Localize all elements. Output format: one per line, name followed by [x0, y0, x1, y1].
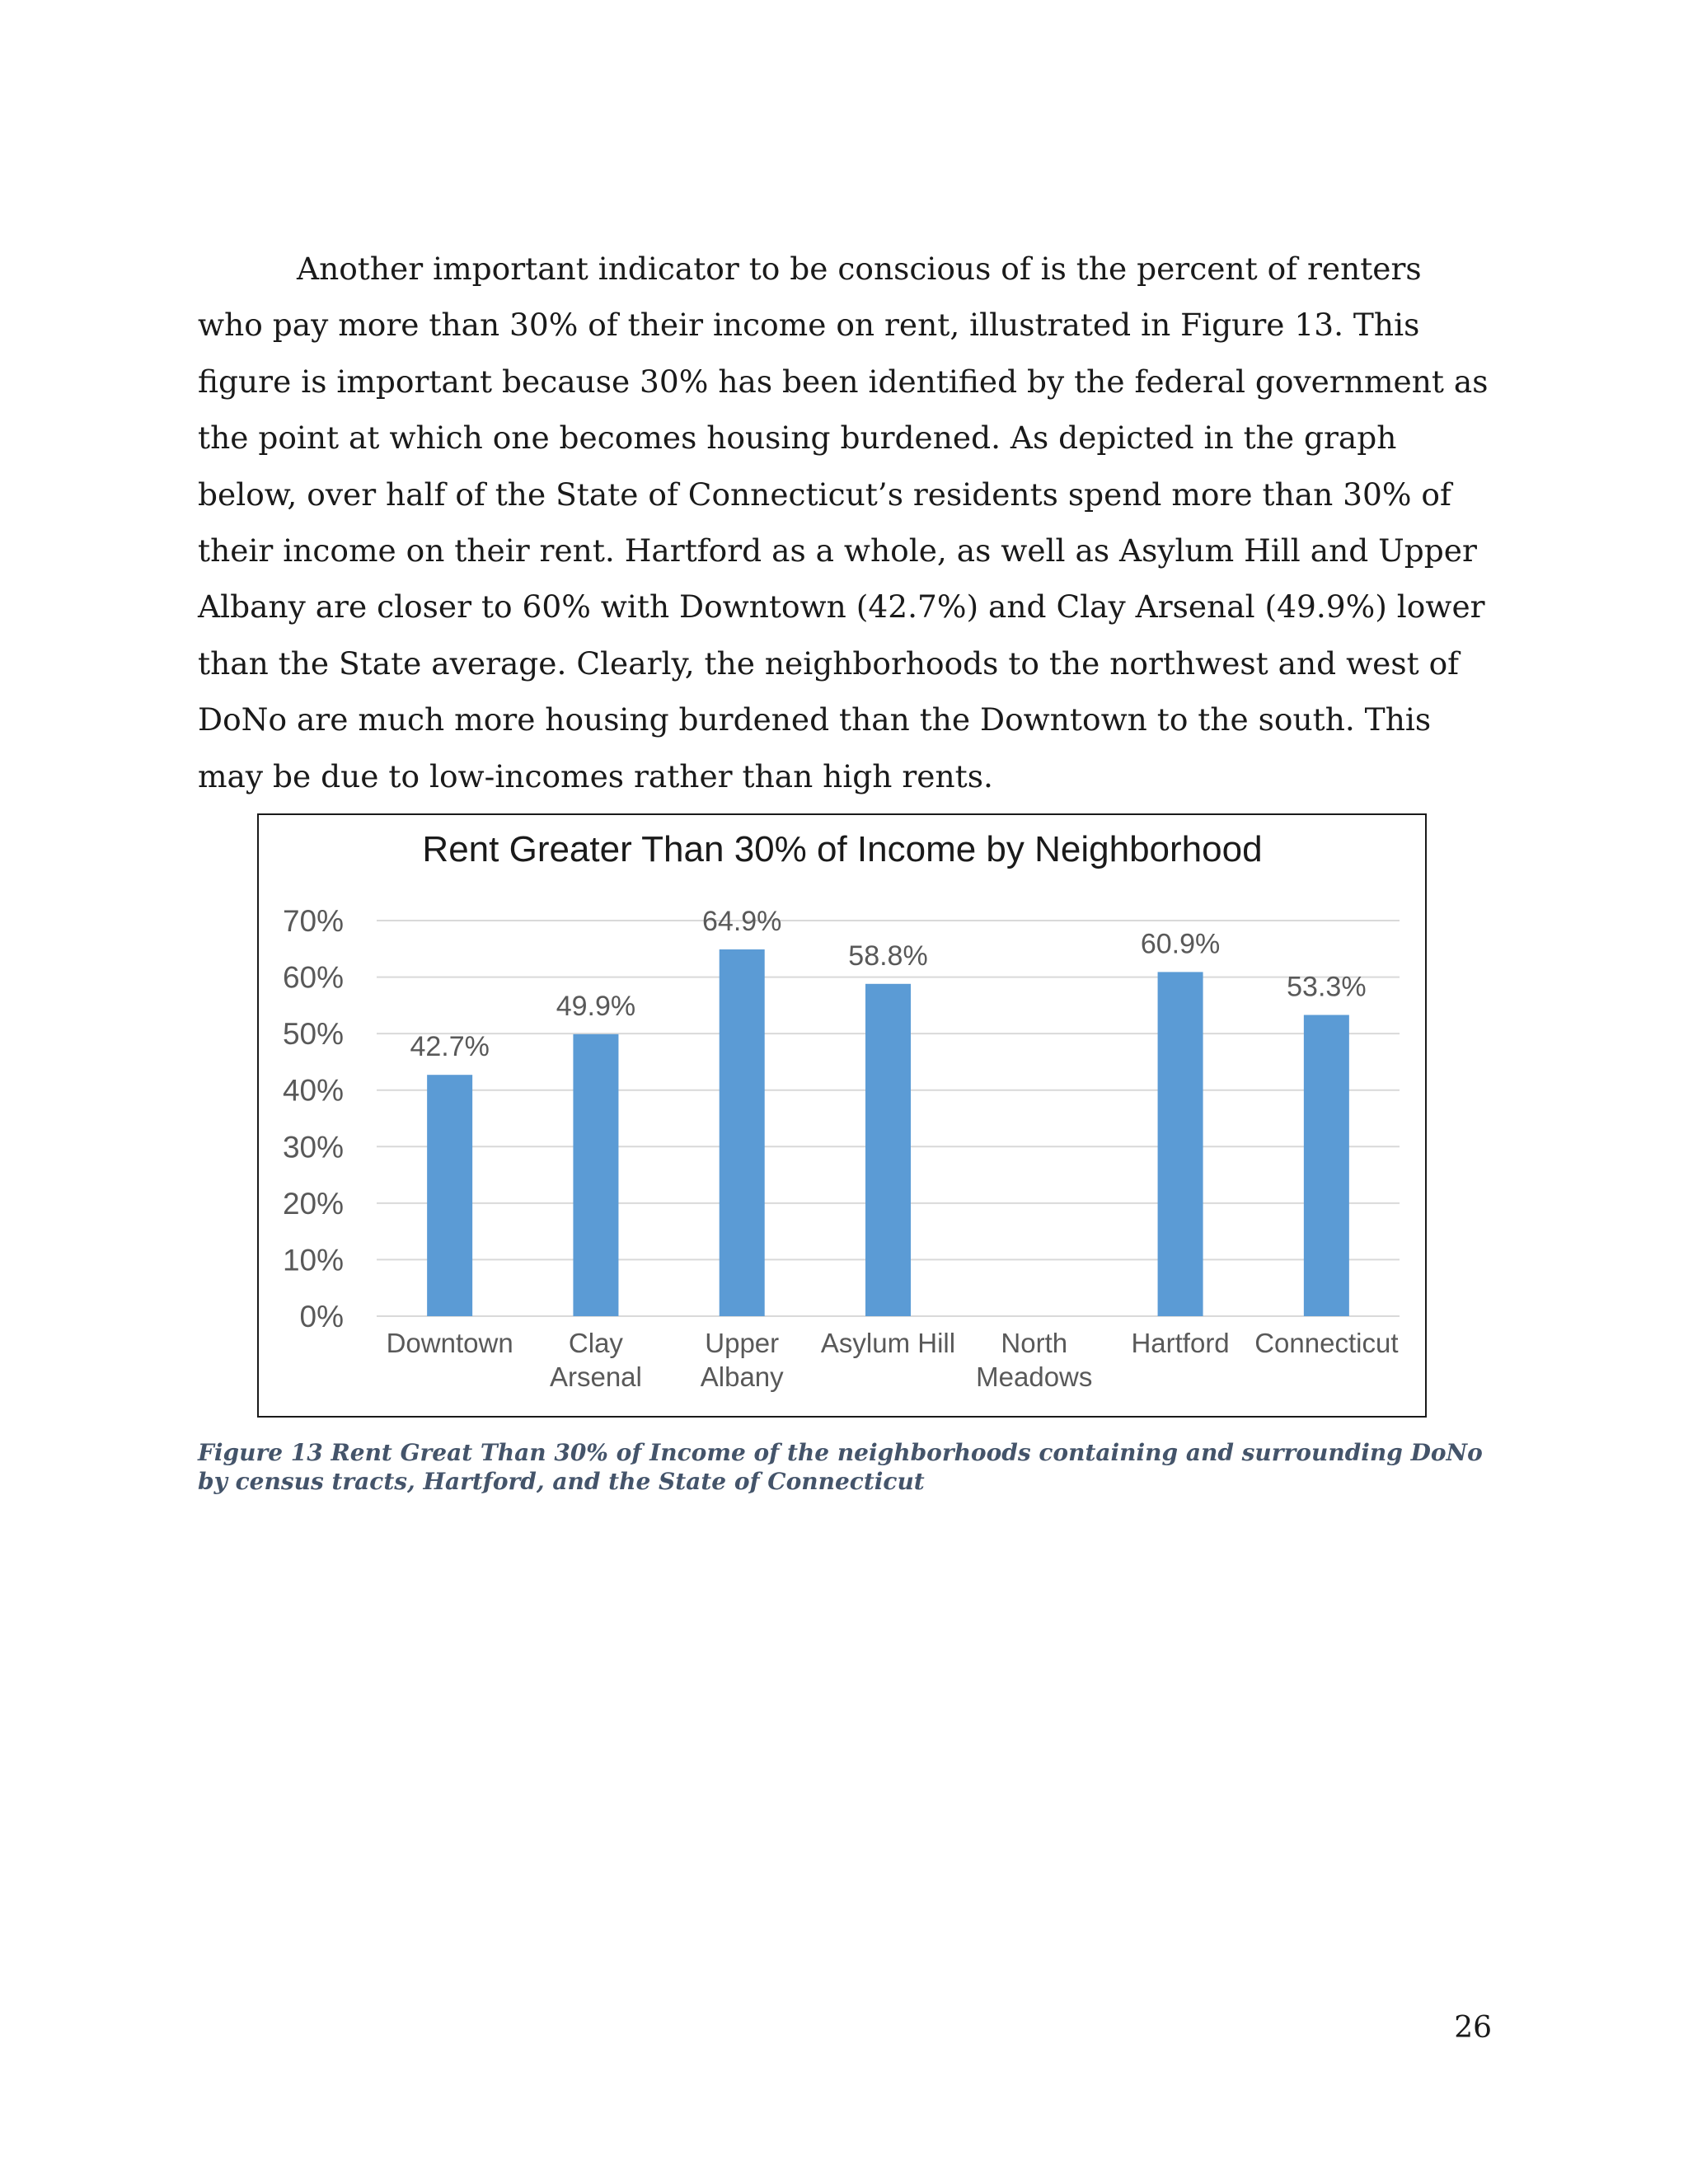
bar-chart: [259, 815, 1428, 1419]
y-tick-label: 50%: [282, 1017, 344, 1052]
x-tick-label: Hartford: [1131, 1328, 1230, 1358]
data-label: 58.8%: [848, 940, 928, 972]
bar: [573, 1034, 618, 1316]
data-label: 42.7%: [410, 1031, 490, 1063]
data-label: 60.9%: [1140, 928, 1221, 960]
page-number: 26: [1454, 2011, 1492, 2045]
x-tick-label: Downtown: [386, 1328, 513, 1358]
x-tick-label: Asylum Hill: [820, 1328, 956, 1358]
bar: [1304, 1015, 1349, 1316]
x-tick-label: Clay Arsenal: [549, 1328, 642, 1392]
data-label: 53.3%: [1287, 971, 1367, 1003]
y-tick-label: 10%: [282, 1243, 344, 1277]
x-tick-label: Upper Albany: [700, 1328, 784, 1392]
bar: [1158, 972, 1203, 1316]
data-label: 49.9%: [556, 990, 636, 1022]
y-tick-label: 30%: [282, 1130, 344, 1165]
x-tick-label: Connecticut: [1254, 1328, 1399, 1358]
data-label: 64.9%: [702, 905, 782, 937]
x-tick-label: North Meadows: [976, 1328, 1093, 1392]
y-tick-label: 60%: [282, 960, 344, 995]
y-tick-label: 70%: [282, 904, 344, 938]
x-axis-ticks: [387, 1328, 1399, 1392]
bar: [720, 949, 765, 1316]
y-tick-label: 0%: [299, 1300, 344, 1333]
y-tick-label: 20%: [282, 1186, 344, 1221]
figure-caption: Figure 13 Rent Great Than 30% of Income of the neighborhoods containing and surrounding DoNo by census tracts, Hartford, and the State of Connecticut: [198, 1439, 1483, 1495]
y-tick-label: 40%: [282, 1073, 344, 1108]
paragraph-text: Another important indicator to be conscious of is the percent of renters who pay more than 30% of their income on rent, illustrated in Figure 13. This figure is important because 30% has been identified by the federal government as the point at which one becomes housing burdened. As depicted in the graph below, over half of the State of Connecticut’s residents spend more than 30% of their income on their rent. Hartford as a whole, as well as Asylum Hill and Upper Albany are closer to 60% with Downtown (42.7%) and Clay Arsenal (49.9%) lower than the State average. Clearly, the neighborhoods to the northwest and west of DoNo are much more housing burdened than the Downtown to the south. This may be due to low-incomes rather than high rents.: [198, 251, 1489, 794]
bar: [865, 984, 911, 1316]
chart-figure: [257, 813, 1427, 1418]
body-paragraph: [198, 241, 1492, 804]
chart-title: Rent Greater Than 30% of Income by Neighborhood: [422, 829, 1263, 869]
bar: [427, 1075, 472, 1316]
y-axis-ticks: [283, 904, 344, 1333]
